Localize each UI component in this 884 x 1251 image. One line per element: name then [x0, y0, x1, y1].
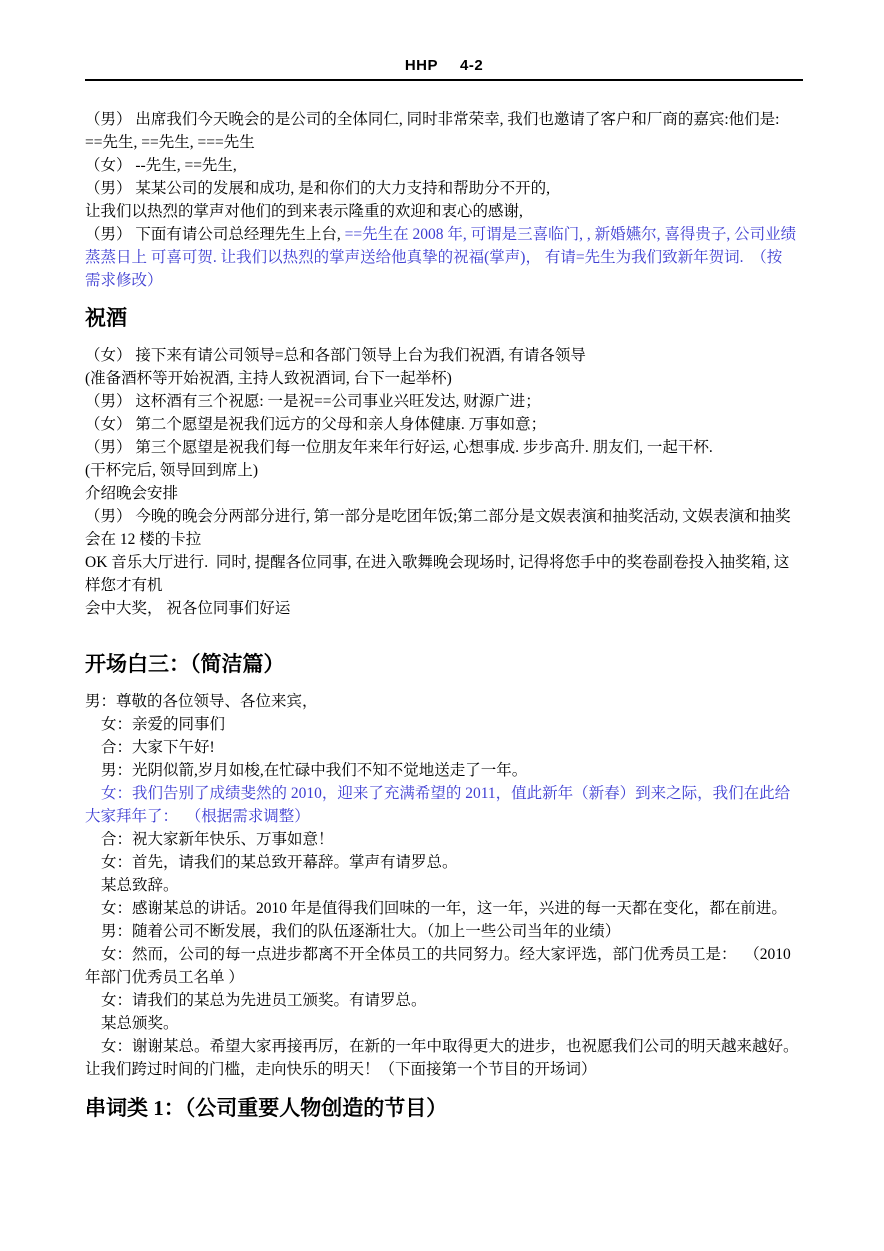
text-line	[85, 874, 803, 897]
body-text: 女：请我们的某总为先进员工颁奖。有请罗总。	[101, 992, 427, 1009]
text-line	[85, 200, 803, 223]
text-line	[85, 597, 803, 620]
body-text: 某总颁奖。	[101, 1015, 179, 1032]
text-line	[85, 223, 803, 246]
section-heading-transition-1: 串词类 1：（公司重要人物创造的节目）	[85, 1096, 448, 1120]
body-text: 合：祝大家新年快乐、万事如意！	[101, 831, 334, 848]
body-text: OK 音乐大厅进行. 同时, 提醒各位同事, 在进入歌舞晚会现场时, 记得将您手中的奖卷副卷投入抽奖箱, 这	[85, 554, 790, 571]
body-text: 女：感谢某总的讲话。2010 年是值得我们回味的一年，这一年，兴进的每一天都在变化，都在前进。	[101, 900, 787, 917]
body-text: 让我们以热烈的掌声对他们的到来表示隆重的欢迎和衷心的感谢,	[85, 203, 523, 220]
text-line	[85, 713, 803, 736]
highlighted-text: 蒸蒸日上 可喜可贺. 让我们以热烈的掌声送给他真挚的祝福(掌声)， 有请=先生为我们致新年贺词. （按	[85, 249, 783, 266]
body-text: 会在 12 楼的卡拉	[85, 531, 202, 548]
text-line	[85, 367, 803, 390]
body-text: (准备酒杯等开始祝酒, 主持人致祝酒词, 台下一起举杯)	[85, 370, 452, 387]
page-header	[85, 57, 803, 81]
document-body	[85, 108, 803, 1122]
body-text: 样您才有机	[85, 577, 163, 594]
body-text: 让我们跨过时间的门槛，走向快乐的明天！（下面接第一个节目的开场词）	[85, 1061, 597, 1078]
body-text: 男：光阴似箭,岁月如梭,在忙碌中我们不知不觉地送走了一年。	[101, 762, 528, 779]
body-text: 女：谢谢某总。希望大家再接再厉，在新的一年中取得更大的进步，也祝愿我们公司的明天越来越好。	[101, 1038, 799, 1055]
text-line	[85, 177, 803, 200]
section-heading-toast: 祝酒	[85, 306, 127, 330]
body-text: 男：尊敬的各位领导、各位来宾，	[85, 693, 318, 710]
text-line	[85, 436, 803, 459]
header-page-number: 4-2	[459, 57, 484, 74]
text-line	[85, 897, 803, 920]
body-text: （男） 今晚的晚会分两部分进行, 第一部分是吃团年饭;第二部分是文娱表演和抽奖活动, 文娱表演和抽奖	[85, 508, 791, 525]
text-line	[85, 736, 803, 759]
text-line	[85, 782, 803, 805]
body-text: （男） 出席我们今天晚会的是公司的全体同仁, 同时非常荣幸, 我们也邀请了客户和厂商的嘉宾:他们是:	[85, 111, 780, 128]
highlighted-text: 大家拜年了： （根据需求调整）	[85, 808, 310, 825]
text-line	[85, 1058, 803, 1081]
text-line	[85, 966, 803, 989]
text-line	[85, 551, 803, 574]
body-text: 女：然而，公司的每一点进步都离不开全体员工的共同努力。经大家评选，部门优秀员工是： （2010	[101, 946, 791, 963]
body-text: 年部门优秀员工名单 ）	[85, 969, 244, 986]
header-doc-code: HHP	[404, 57, 438, 74]
text-line	[85, 851, 803, 874]
text-line	[85, 1035, 803, 1058]
body-text: 某总致辞。	[101, 877, 179, 894]
text-line	[85, 413, 803, 436]
text-line	[85, 574, 803, 597]
body-text: （男） 这杯酒有三个祝愿: 一是祝==公司事业兴旺发达, 财源广进；	[85, 393, 541, 410]
body-text: （男） 某某公司的发展和成功, 是和你们的大力支持和帮助分不开的,	[85, 180, 551, 197]
text-line	[85, 920, 803, 943]
text-line	[85, 344, 803, 367]
text-line	[85, 269, 803, 292]
text-line	[85, 459, 803, 482]
text-line	[85, 805, 803, 828]
body-text: （男） 第三个愿望是祝我们每一位朋友年来年行好运, 心想事成. 步步高升. 朋友们, 一起干杯.	[85, 439, 713, 456]
section-heading-opening-3: 开场白三：（简洁篇）	[85, 652, 285, 676]
text-line	[85, 131, 803, 154]
body-text: 女：首先，请我们的某总致开幕辞。掌声有请罗总。	[101, 854, 458, 871]
text-line	[85, 759, 803, 782]
body-text: （女） 第二个愿望是祝我们远方的父母和亲人身体健康. 万事如意；	[85, 416, 547, 433]
body-text: （男） 下面有请公司总经理先生上台,	[85, 226, 345, 243]
highlighted-text: 女：我们告别了成绩斐然的 2010，迎来了充满希望的 2011，值此新年（新春）到来之际，我们在此给	[101, 785, 791, 802]
text-line	[85, 828, 803, 851]
body-text: 女：亲爱的同事们	[101, 716, 226, 733]
text-line	[85, 246, 803, 269]
body-text: 男：随着公司不断发展，我们的队伍逐渐壮大。（加上一些公司当年的业绩）	[101, 923, 621, 940]
text-line	[85, 505, 803, 528]
highlighted-text: 需求修改）	[85, 272, 163, 289]
text-line	[85, 108, 803, 131]
text-line	[85, 528, 803, 551]
body-text: 介绍晚会安排	[85, 485, 179, 502]
body-text: （女） 接下来有请公司领导=总和各部门领导上台为我们祝酒, 有请各领导	[85, 347, 586, 364]
text-line	[85, 989, 803, 1012]
body-text: 合：大家下午好!	[101, 739, 215, 756]
text-line	[85, 690, 803, 713]
text-line	[85, 943, 803, 966]
body-text: 会中大奖， 祝各位同事们好运	[85, 600, 291, 617]
text-line	[85, 1012, 803, 1035]
text-line	[85, 154, 803, 177]
body-text: (干杯完后, 领导回到席上)	[85, 462, 259, 479]
text-line	[85, 482, 803, 505]
text-line	[85, 390, 803, 413]
body-text: （女） --先生, ==先生,	[85, 157, 237, 174]
highlighted-text: ==先生在 2008 年, 可谓是三喜临门, , 新婚嬿尔, 喜得贵子, 公司业绩	[344, 226, 797, 243]
body-text: ==先生, ==先生, ===先生	[85, 134, 255, 151]
